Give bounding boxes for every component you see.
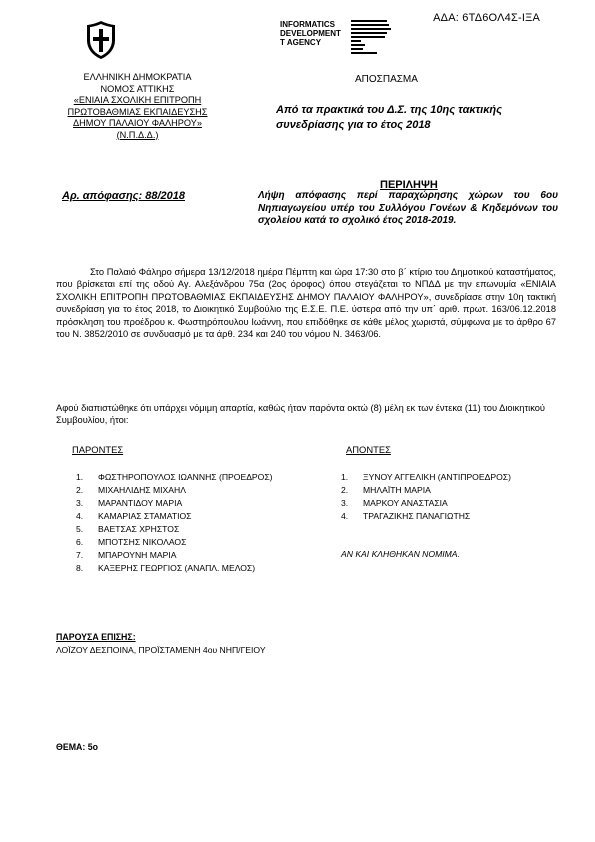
decision-subject: Λήψη απόφασης περί παραχώρησης χώρων του 6ου Νηπιαγωγείου υπέρ του Συλλόγου Γονέων & Κηδεμόνων του σχολείου κατά το σχολικό έτος 2018-2019.: [258, 190, 558, 226]
issuer-line: ΠΡΩΤΟΒΑΘΜΙΑΣ ΕΚΠΑΙΔΕΥΣΗΣ: [67, 106, 208, 117]
logo-line-3: T AGENCY: [280, 38, 322, 47]
list-item: 1. ΞΥΝΟΥ ΑΓΓΕΛΙΚΗ (ΑΝΤΙΠΡΟΕΔΡΟΣ): [341, 472, 511, 482]
present-list: [76, 471, 316, 575]
minutes-line-1: Από τα πρακτικά του Δ.Σ. της 10ης τακτικής: [276, 104, 502, 116]
informatics-logo: [280, 20, 341, 47]
absent-note: ΑΝ ΚΑΙ ΚΛΗΘΗΚΑΝ ΝΟΜΙΜΑ.: [341, 549, 460, 559]
also-present-value: ΛΟΪΖΟΥ ΔΕΣΠΟΙΝΑ, ΠΡΟΪΣΤΑΜΕΝΗ 4ου ΝΗΠ/ΓΕΙΟΥ: [56, 645, 266, 655]
issuer-line: (Ν.Π.Δ.Δ.): [116, 129, 159, 140]
list-item: 2. ΜΙΧΑΗΛΙΔΗΣ ΜΙΧΑΗΛ: [76, 485, 186, 495]
logo-line-2: DEVELOPMENT: [280, 29, 341, 38]
ada-code: ΑΔΑ: 6ΤΔ6ΟΛ4Σ-ΙΞΑ: [433, 12, 540, 24]
absent-list: [341, 471, 561, 523]
list-item: 6. ΜΠΟΤΣΗΣ ΝΙΚΟΛΑΟΣ: [76, 537, 187, 547]
issuer-block: [50, 72, 225, 141]
issuer-line: «ΕΝΙΑΙΑ ΣΧΟΛΙΚΗ ΕΠΙΤΡΟΠΗ: [73, 95, 202, 105]
extract-label: ΑΠΟΣΠΑΣΜΑ: [355, 74, 418, 85]
quorum-paragraph: Αφού διαπιστώθηκε ότι υπάρχει νόμιμη απαρτία, καθώς ήταν παρόντα οκτώ (8) μέλη εκ των έντεκα (11) του Διοικητικού Συμβουλίου, ήτοι:: [56, 403, 545, 426]
list-item: 5. ΒΑΕΤΣΑΣ ΧΡΗΣΤΟΣ: [76, 524, 180, 534]
list-item: 4. ΤΡΑΓΑΖΙΚΗΣ ΠΑΝΑΓΙΩΤΗΣ: [341, 511, 471, 521]
list-item: 1. ΦΩΣΤΗΡΟΠΟΥΛΟΣ ΙΩΑΝΝΗΣ (ΠΡΟΕΔΡΟΣ): [76, 472, 273, 482]
issuer-line: ΔΗΜΟΥ ΠΑΛΑΙΟΥ ΦΑΛΗΡΟΥ»: [73, 118, 202, 128]
issuer-line: ΕΛΛΗΝΙΚΗ ΔΗΜΟΚΡΑΤΙΑ: [83, 72, 192, 82]
issuer-line: ΝΟΜΟΣ ΑΤΤΙΚΗΣ: [100, 83, 175, 94]
logo-line-1: INFORMATICS: [280, 20, 335, 29]
list-item: 3. ΜΑΡΑΝΤΙΔΟΥ ΜΑΡΙΑ: [76, 498, 183, 508]
body-paragraph: [56, 266, 556, 340]
body-text: Στο Παλαιό Φάληρο σήμερα 13/12/2018 ημέρα Πέμπτη και ώρα 17:30 στο β΄ κτίριο του Δημοτικού καταστήματος, που βρίσκεται επί της οδού Αγ. Αλεξάνδρου 75α (2ος όροφος) όπου στεγάζεται το ΝΠΔΔ με την επωνυμία «ΕΝΙΑΙΑ ΣΧΟΛΙΚΗ ΕΠΙΤΡΟΠΗ ΠΡΩΤΟΒΑΘΜΙΑΣ ΕΚΠΑΙΔΕΥΣΗΣ ΔΗΜΟΥ ΠΑΛΑΙΟΥ ΦΑΛΗΡΟΥ», συνεδρίασε στην 10η τακτική συνεδρίαση για το έτος 2018, το Διοικητικό Συμβούλιο της Ε.Σ.Ε. Π.Ε. ύστερα από την υπ΄ αριθ. πρωτ. 163/06.12.2018 πρόσκληση του προέδρου κ. Φωστηρόπουλου Ιωάννη, που επιδόθηκε σε κάθε μέλος χωριστά, σύμφωνα με το άρθρο 67 του Ν. 3852/2010 σε συνδυασμό με τα άρθ. 234 και 240 του νόμου Ν. 3463/06.: [56, 267, 556, 340]
list-item: 3. ΜΑΡΚΟΥ ΑΝΑΣΤΑΣΙΑ: [341, 498, 448, 508]
list-item: 7. ΜΠΑΡΟΥΝΗ ΜΑΡΙΑ: [76, 550, 177, 560]
absent-heading: ΑΠΟΝΤΕΣ: [346, 444, 391, 455]
decision-number: Αρ. απόφασης: 88/2018: [62, 190, 186, 202]
summary-heading: ΠΕΡΙΛΗΨΗ: [380, 179, 438, 191]
greek-emblem-icon: [84, 20, 118, 60]
list-item: 2. ΜΗΛΑΪΤΗ ΜΑΡΙΑ: [341, 485, 431, 495]
minutes-line-2: συνεδρίασης για το έτος 2018: [276, 119, 431, 131]
minutes-heading: [276, 103, 561, 133]
also-present-heading: ΠΑΡΟΥΣΑ ΕΠΙΣΗΣ:: [56, 632, 136, 642]
topic-label: ΘΕΜΑ: 5ο: [56, 742, 99, 752]
list-item: 8. ΚΑΞΕΡΗΣ ΓΕΩΡΓΙΟΣ (ΑΝΑΠΛ. ΜΕΛΟΣ): [76, 563, 256, 573]
present-heading: ΠΑΡΟΝΤΕΣ: [72, 444, 124, 455]
logo-fine-print-icon: [342, 20, 402, 58]
list-item: 4. ΚΑΜΑΡΙΑΣ ΣΤΑΜΑΤΙΟΣ: [76, 511, 192, 521]
